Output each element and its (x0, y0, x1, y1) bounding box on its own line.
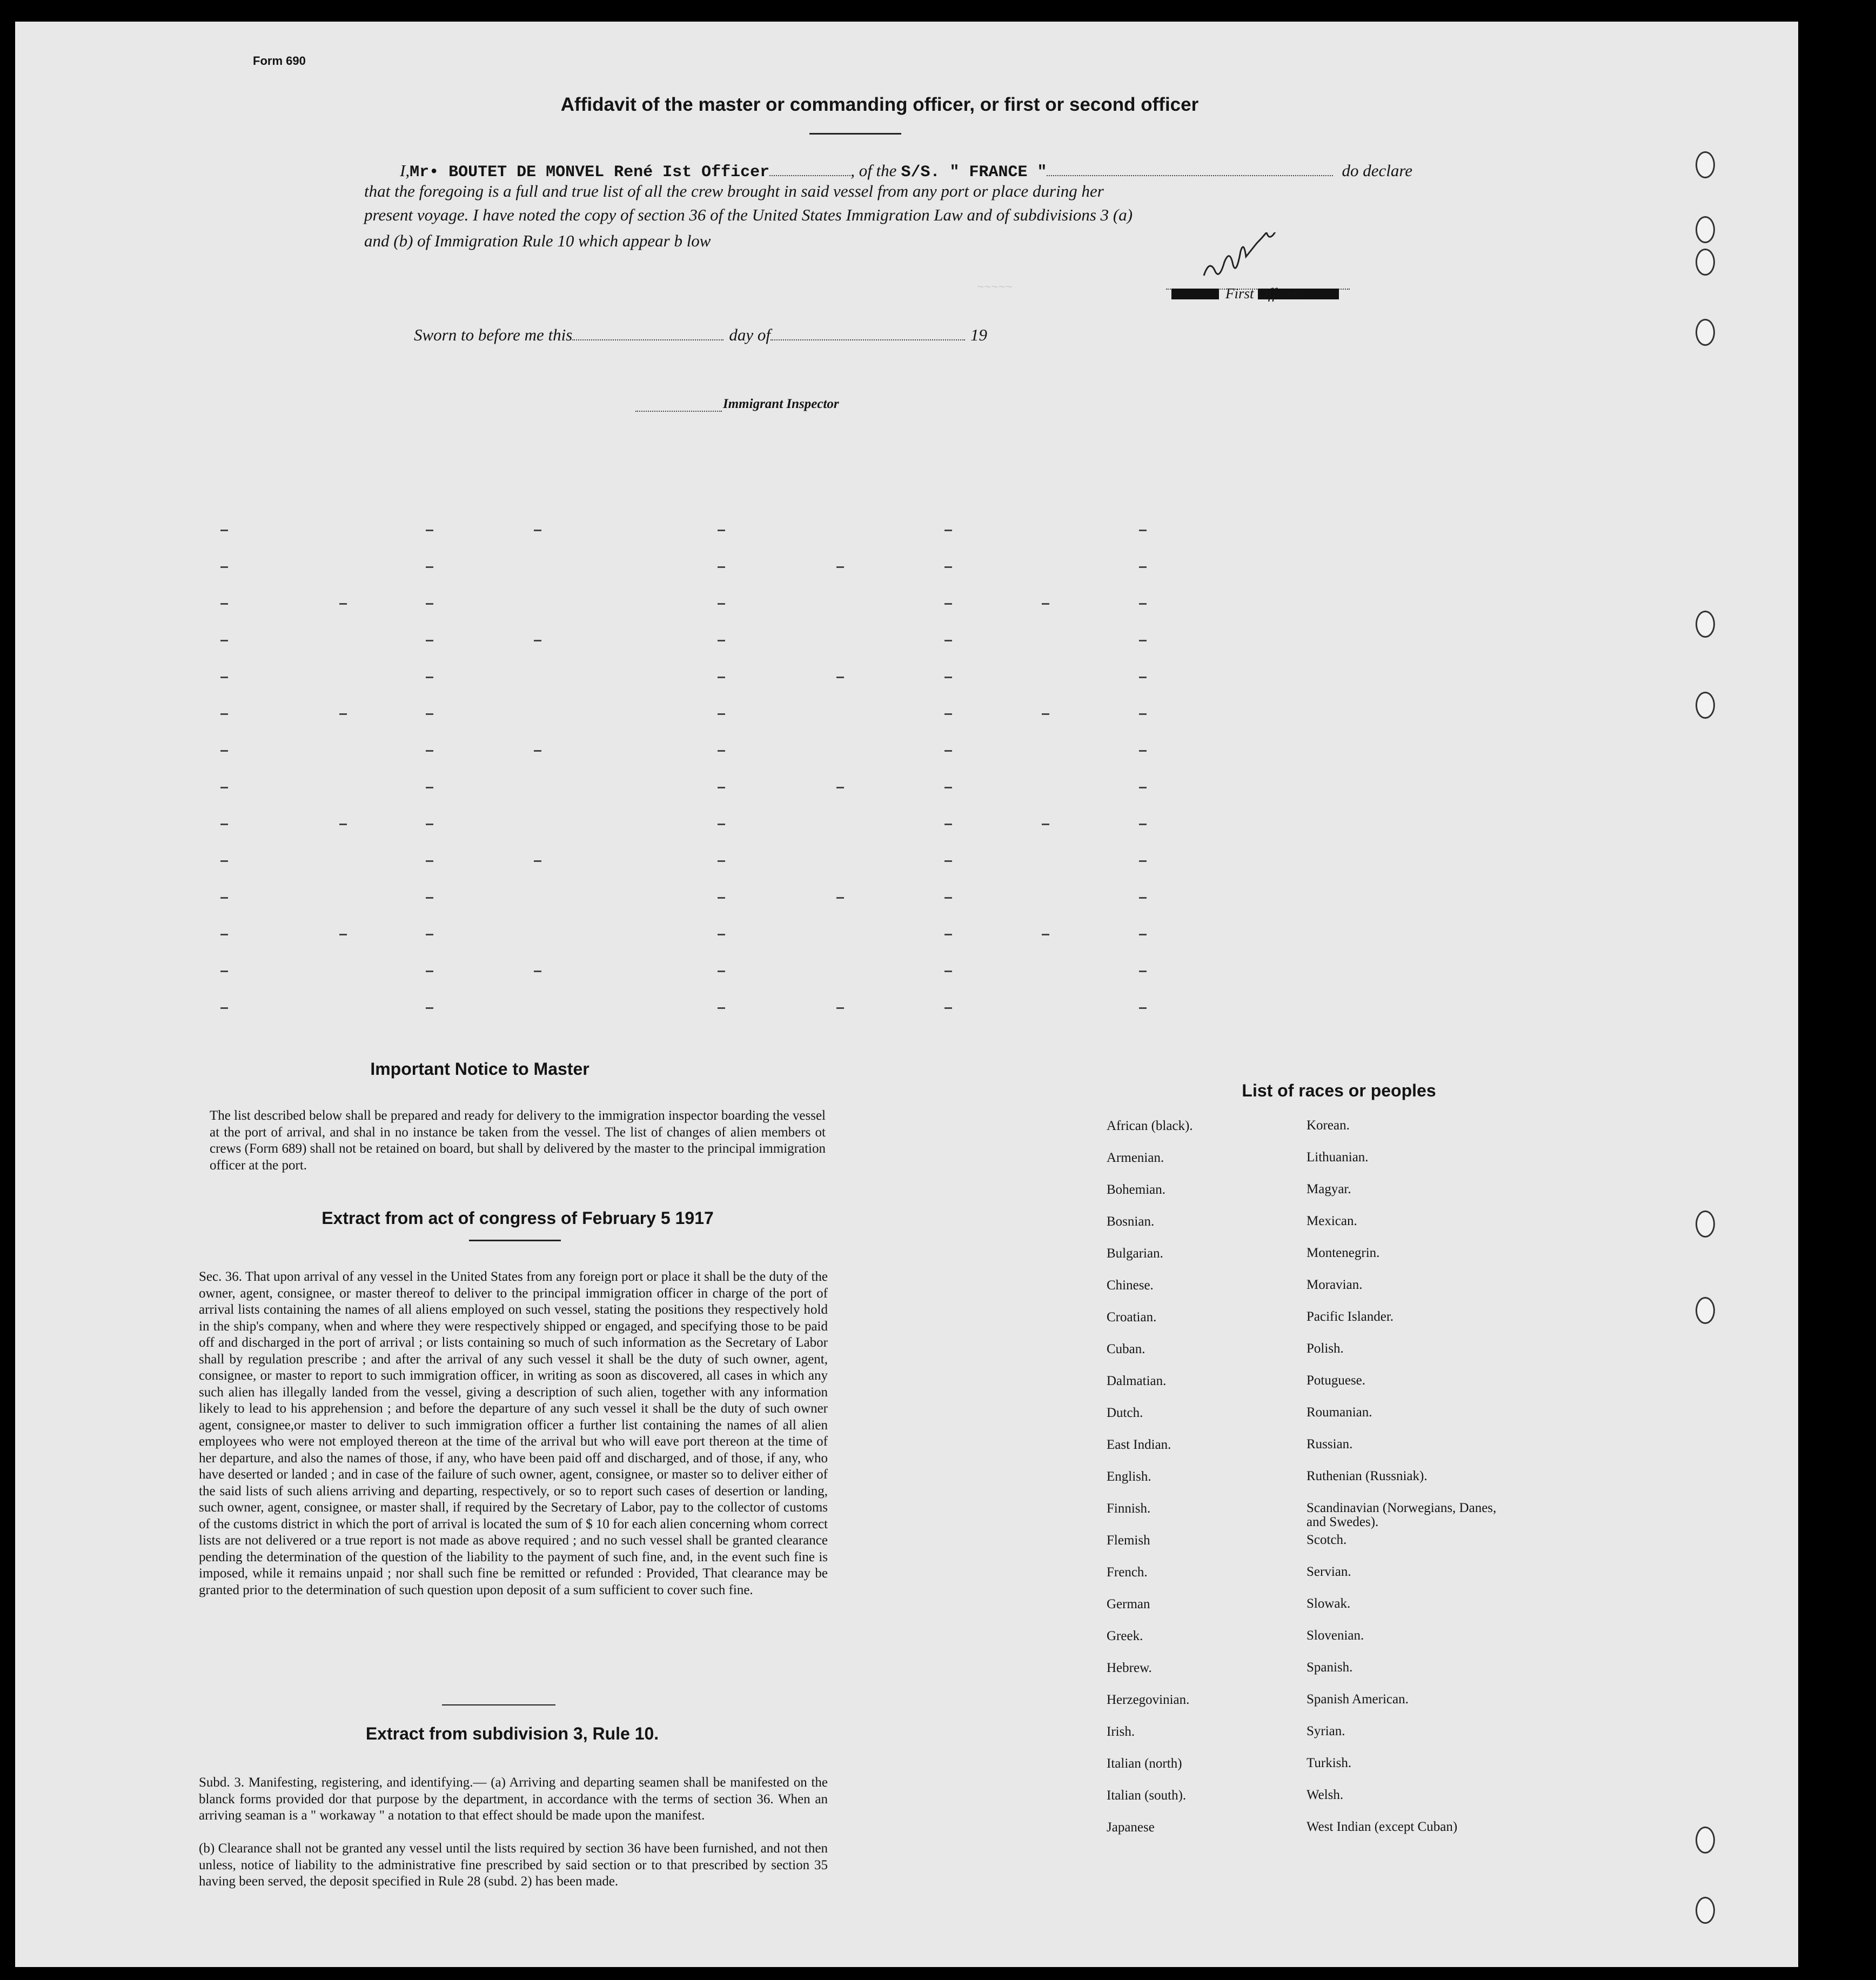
race-item: Dalmatian. (1107, 1374, 1167, 1388)
notice-text: The list described below shall be prepared and ready for delivery to the immigration inspector boarding the vessel at the port of arrival, and shal in no instance be taken from the vessel. The list of changes of alien members ot crews (Form 689) shall not be retained on board, but shall by delivered by the master to the principal immigration officer at the port. (210, 1108, 826, 1173)
race-item: Italian (south). (1107, 1788, 1187, 1803)
dash-mark (1139, 897, 1147, 899)
dash-mark (426, 971, 433, 972)
dash-mark (944, 750, 952, 752)
dash-mark (718, 530, 725, 531)
affidavit-line-1 (400, 161, 1412, 182)
race-item: Polish. (1306, 1341, 1344, 1356)
dash-mark (1139, 713, 1147, 715)
dash-mark (534, 860, 541, 862)
dash-mark (944, 603, 952, 605)
act-extract-title: Extract from act of congress of February 5 1917 (321, 1208, 714, 1228)
notice-title: Important Notice to Master (370, 1059, 589, 1079)
dash-mark (339, 713, 347, 715)
dash-mark (1139, 750, 1147, 752)
dotted-line (572, 339, 723, 340)
dash-mark (426, 860, 433, 862)
race-item: West Indian (except Cuban) (1306, 1820, 1458, 1834)
dash-mark (220, 971, 228, 972)
rule-extract-text-a: Subd. 3. Manifesting, registering, and identifying.— (a) Arriving and departing seamen shall be manifested on the blanck forms provided dor that purpose by the department, in accordance with the terms of section 36. When an arriving seaman is a " workaway " a notation to that effect should be made upon the manifest. (199, 1775, 828, 1823)
dash-mark (426, 824, 433, 825)
year-label: 19 (970, 325, 987, 344)
race-item: Magyar. (1306, 1182, 1351, 1196)
dash-mark (1139, 971, 1147, 972)
dash-mark (1139, 603, 1147, 605)
dash-mark (1139, 677, 1147, 678)
race-item: Roumanian. (1306, 1405, 1372, 1420)
dash-mark (534, 640, 541, 641)
race-item: Ruthenian (Russniak). (1306, 1469, 1428, 1483)
race-item: Scandinavian (Norwegians, Danes, and Swedes). (1306, 1501, 1497, 1529)
dash-mark (1139, 860, 1147, 862)
dash-mark (426, 1007, 433, 1009)
race-item: Syrian. (1306, 1724, 1345, 1738)
dash-mark (944, 971, 952, 972)
dash-mark (944, 934, 952, 935)
dash-mark (220, 603, 228, 605)
act-title-rule (469, 1240, 561, 1241)
binder-hole (1696, 1827, 1715, 1854)
race-item: Japanese (1107, 1820, 1155, 1835)
race-item: Armenian. (1107, 1150, 1164, 1165)
race-item: African (black). (1107, 1119, 1193, 1133)
dash-mark (836, 1007, 844, 1009)
form-number: Form 690 (253, 54, 306, 68)
dash-mark (426, 897, 433, 899)
race-item: Potuguese. (1306, 1373, 1366, 1388)
dash-mark (944, 566, 952, 568)
dash-mark (1042, 824, 1049, 825)
dash-mark (944, 677, 952, 678)
dash-mark (426, 787, 433, 788)
race-item: Hebrew. (1107, 1661, 1152, 1675)
dotted-line (1047, 175, 1333, 176)
act-end-rule (442, 1704, 555, 1705)
dash-mark (718, 897, 725, 899)
dash-mark (220, 566, 228, 568)
dash-mark (718, 750, 725, 752)
race-item: Russian. (1306, 1437, 1353, 1451)
dash-mark (220, 860, 228, 862)
dash-mark (220, 640, 228, 641)
race-item: German (1107, 1597, 1150, 1611)
dash-mark (718, 640, 725, 641)
dotted-line (770, 339, 965, 340)
dash-mark (718, 934, 725, 935)
dash-mark (944, 824, 952, 825)
dash-mark (944, 530, 952, 531)
race-item: Pacific Islander. (1306, 1309, 1394, 1324)
binder-hole (1696, 1897, 1715, 1924)
dash-mark (1139, 1007, 1147, 1009)
dash-mark (220, 787, 228, 788)
dash-mark (944, 787, 952, 788)
dash-mark (718, 677, 725, 678)
dash-mark (1139, 787, 1147, 788)
binder-hole (1696, 249, 1715, 276)
dash-mark (426, 677, 433, 678)
dash-mark (220, 677, 228, 678)
race-item: Welsh. (1306, 1788, 1344, 1802)
dash-mark (718, 971, 725, 972)
affidavit-line-2: that the foregoing is a full and true list of all the crew brought in said vessel from any port or place during her (364, 182, 1104, 200)
binder-hole (1696, 692, 1715, 719)
dash-mark (220, 750, 228, 752)
dash-mark (836, 677, 844, 678)
dash-mark (426, 934, 433, 935)
race-item: Slowak. (1306, 1596, 1351, 1611)
dash-mark (718, 787, 725, 788)
dash-mark (1139, 824, 1147, 825)
affidavit-line-3: present voyage. I have noted the copy of section 36 of the United States Immigration Law and of subdivisions 3 (a) (364, 205, 1133, 224)
dash-mark (718, 566, 725, 568)
binder-hole (1696, 1297, 1715, 1324)
affidavit-title: Affidavit of the master or commanding officer, or first or second officer (560, 94, 1199, 115)
race-item: Dutch. (1107, 1406, 1143, 1420)
dash-mark (220, 897, 228, 899)
rule-extract-text-b: (b) Clearance shall not be granted any vessel until the lists required by section 36 have been furnished, and not then unless, notice of liability to the administrative fine prescribed by said section or to that prescribed by section 35 having been served, the deposit specified in Rule 28 (subd. 2) has been made. (199, 1841, 828, 1889)
dash-mark (220, 1007, 228, 1009)
race-item: Turkish. (1306, 1756, 1352, 1770)
i-prefix: I, (400, 161, 410, 180)
dash-mark (718, 860, 725, 862)
dash-mark (1042, 603, 1049, 605)
binder-hole (1696, 319, 1715, 346)
dash-mark (944, 860, 952, 862)
dash-mark (944, 640, 952, 641)
binder-hole (1696, 1210, 1715, 1238)
race-item: Scotch. (1306, 1533, 1347, 1547)
race-item: Bulgarian. (1107, 1246, 1163, 1261)
dash-mark (534, 530, 541, 531)
race-item: Greek. (1107, 1629, 1143, 1643)
race-item: Montenegrin. (1306, 1246, 1380, 1260)
dash-mark (426, 713, 433, 715)
redaction-mark (1171, 289, 1219, 299)
race-item: Croatian. (1107, 1310, 1157, 1325)
day-of-label: day of (729, 325, 770, 344)
dash-mark (220, 934, 228, 935)
dash-mark (1042, 934, 1049, 935)
vessel-name: S/S. " FRANCE " (901, 163, 1047, 182)
dash-mark (944, 713, 952, 715)
race-item: Finnish. (1107, 1501, 1151, 1516)
race-item: Chinese. (1107, 1278, 1154, 1293)
affidavit-line-4: and (b) of Immigration Rule 10 which appear b low (364, 231, 711, 250)
dotted-line (769, 175, 850, 176)
sworn-line (414, 325, 987, 345)
race-item: Irish. (1107, 1724, 1135, 1739)
dash-mark (1042, 713, 1049, 715)
officer-name: Mr• BOUTET DE MONVEL René Ist Officer (410, 163, 770, 182)
dash-mark (718, 1007, 725, 1009)
race-item: East Indian. (1107, 1437, 1171, 1452)
dash-mark (426, 566, 433, 568)
dash-mark (1139, 530, 1147, 531)
dash-mark (220, 530, 228, 531)
do-declare-label: do declare (1342, 161, 1413, 180)
dotted-line (635, 411, 722, 412)
document-page (15, 22, 1798, 1967)
race-item: Korean. (1306, 1118, 1350, 1133)
sworn-label: Sworn to before me this (414, 325, 573, 344)
dash-mark (718, 713, 725, 715)
dash-mark (944, 1007, 952, 1009)
races-title: List of races or peoples (1242, 1081, 1436, 1100)
dash-mark (339, 603, 347, 605)
dash-mark (426, 530, 433, 531)
binder-hole (1696, 151, 1715, 178)
race-item: Slovenian. (1306, 1628, 1364, 1643)
binder-hole (1696, 611, 1715, 638)
race-item: Cuban. (1107, 1342, 1145, 1356)
race-item: Bosnian. (1107, 1214, 1155, 1229)
dash-mark (220, 713, 228, 715)
binder-hole (1696, 216, 1715, 243)
dash-mark (534, 750, 541, 752)
of-the-label: , of the (850, 161, 897, 180)
race-item: English. (1107, 1469, 1151, 1484)
dash-mark (718, 824, 725, 825)
race-item: Bohemian. (1107, 1182, 1166, 1197)
race-item: Servian. (1306, 1564, 1351, 1579)
dash-mark (836, 566, 844, 568)
race-item: Flemish (1107, 1533, 1150, 1548)
dash-mark (220, 824, 228, 825)
rule-extract-title: Extract from subdivision 3, Rule 10. (365, 1724, 659, 1743)
dash-mark (1139, 566, 1147, 568)
dash-mark (339, 934, 347, 935)
race-item: French. (1107, 1565, 1148, 1580)
act-extract-text: Sec. 36. That upon arrival of any vessel in the United States from any foreign port or place it shall be the duty of the owner, agent, consignee, or master thereof to deliver to the principal immigration officer in charge of the port of arrival lists containing the names of all aliens employed on such vessel, stating the positions they respectively hold in the ship's company, when and where they were respectively shipped or engaged, and specifying those to be paid off and discharged in the port of arrival ; or lists containing so much of such information as the Secretary of Labor shall by regulation prescribe ; and after the arrival of any such vessel it shall be the duty of such owner, agent, consignee, or master to report to such immigration officer, in writing as soon as discovered, all cases in which any such alien has illegally landed from the vessel, giving a description of such alien, together with any information likely to lead to his apprehension ; and before the departure of any such vessel it shall be the duty of such owner agent, consignee,or master to deliver to such immigration officer a further list containing the names of all alien employees who were not employed thereon at the time of the arrival but who will eave port thereon at the time of her departure, and also the names of those, if any, who have been paid off and discharged, and of those, if any, who have deserted or landed ; and in case of the failure of such owner, agent, consignee, or master so to deliver either of the said lists of such aliens arriving and departing, respectively, or so to report such cases of desertion or landing, such owner, agent, consignee, or master shall, if required by the Secretary of Labor, pay to the collector of customs of the customs district in which the port of arrival is located the sum of $ 10 for each alien concerning whom correct lists are not delivered or a true report is not made as above required ; and no such vessel shall be granted clearance pending the determination of the question of the liability to the payment of such fine, and, in the event such fine is imposed, while it remains unpaid ; nor shall such fine be remitted or refunded : Provided, That clearance may be granted prior to the determination of such question upon deposit of a sum sufficient to cover such fine. (199, 1269, 828, 1597)
inspector-label: Immigrant Inspector (723, 397, 839, 411)
race-item: Moravian. (1306, 1277, 1363, 1292)
dash-mark (718, 603, 725, 605)
race-item: Herzegovinian. (1107, 1693, 1190, 1707)
race-item: Italian (north) (1107, 1756, 1182, 1771)
dash-mark (534, 971, 541, 972)
dash-mark (836, 787, 844, 788)
title-rule (809, 133, 901, 135)
dash-mark (339, 824, 347, 825)
signature-title: First Officer. (1225, 285, 1301, 302)
dash-mark (426, 750, 433, 752)
race-item: Spanish American. (1306, 1692, 1409, 1707)
dash-mark (1139, 640, 1147, 641)
dash-mark (426, 640, 433, 641)
dash-mark (426, 603, 433, 605)
race-item: Spanish. (1306, 1660, 1353, 1675)
race-item: Mexican. (1306, 1214, 1357, 1228)
dash-mark (836, 897, 844, 899)
bleed-through: ~~~~~ (977, 281, 1013, 295)
dash-mark (1139, 934, 1147, 935)
race-item: Lithuanian. (1306, 1150, 1369, 1165)
dash-mark (944, 897, 952, 899)
